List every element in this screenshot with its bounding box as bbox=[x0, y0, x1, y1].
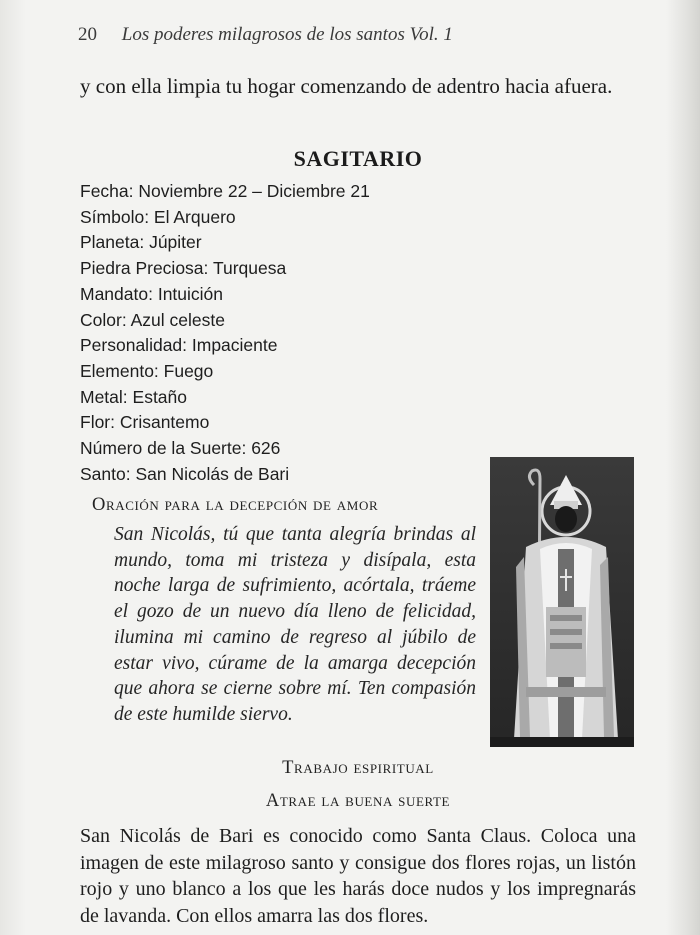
spiritual-work-subtitle: Atrae la buena suerte bbox=[265, 791, 451, 811]
fact-item-color: Color: Azul celeste bbox=[80, 309, 225, 330]
page-right-edge bbox=[666, 0, 700, 935]
spiritual-work-title: Trabajo espiritual bbox=[282, 758, 434, 778]
fact-item-personality: Personalidad: Impaciente bbox=[80, 335, 278, 356]
sign-facts-list bbox=[80, 179, 370, 487]
fact-item-saint: Santo: San Nicolás de Bari bbox=[80, 463, 290, 484]
fact-item-symbol: Símbolo: El Arquero bbox=[80, 206, 236, 227]
saint-image bbox=[490, 457, 634, 747]
fact-item-lucky-number: Número de la Suerte: 626 bbox=[80, 438, 281, 459]
page-left-edge bbox=[0, 0, 26, 935]
prayer-text: San Nicolás, tú que tanta alegría brindas al mundo, toma mi tristeza y disípala, esta noche larga de sufrimiento, acórtala, tráeme el gozo de un nuevo día lleno de felicidad, ilumina mi camino de regreso al júbilo de estar vivo, cúrame de la amarga decepción que ahora se cierne sobre mí. Ten compasión de este humilde siervo. bbox=[114, 524, 476, 725]
sign-title: SAGITARIO bbox=[293, 146, 423, 171]
fact-item-mandate: Mandato: Intuición bbox=[80, 283, 224, 304]
page-number: 20 bbox=[78, 24, 97, 45]
saint-illustration bbox=[490, 457, 634, 747]
fact-item-gemstone: Piedra Preciosa: Turquesa bbox=[80, 258, 287, 279]
fact-item-planet: Planeta: Júpiter bbox=[80, 232, 202, 253]
fact-item-metal: Metal: Estaño bbox=[80, 386, 187, 407]
fact-item-flower: Flor: Crisantemo bbox=[80, 412, 210, 433]
lead-paragraph: y con ella limpia tu hogar comenzando de adentro hacia afuera. bbox=[80, 74, 613, 98]
running-title: Los poderes milagrosos de los santos Vol. 1 bbox=[121, 24, 453, 45]
fact-item-element: Elemento: Fuego bbox=[80, 360, 214, 381]
spiritual-work-text: San Nicolás de Bari es conocido como Santa Claus. Coloca una imagen de este milagroso santo y consigue dos flores rojas, un listón rojo y uno blanco a los que les harás doce nudos y los impregnarás de lavanda. Con ellos amarra las dos flores. bbox=[80, 825, 636, 927]
fact-item-date: Fecha: Noviembre 22 – Diciembre 21 bbox=[80, 181, 370, 201]
prayer-title: Oración para la decepción de amor bbox=[92, 495, 379, 515]
running-header bbox=[78, 24, 453, 46]
